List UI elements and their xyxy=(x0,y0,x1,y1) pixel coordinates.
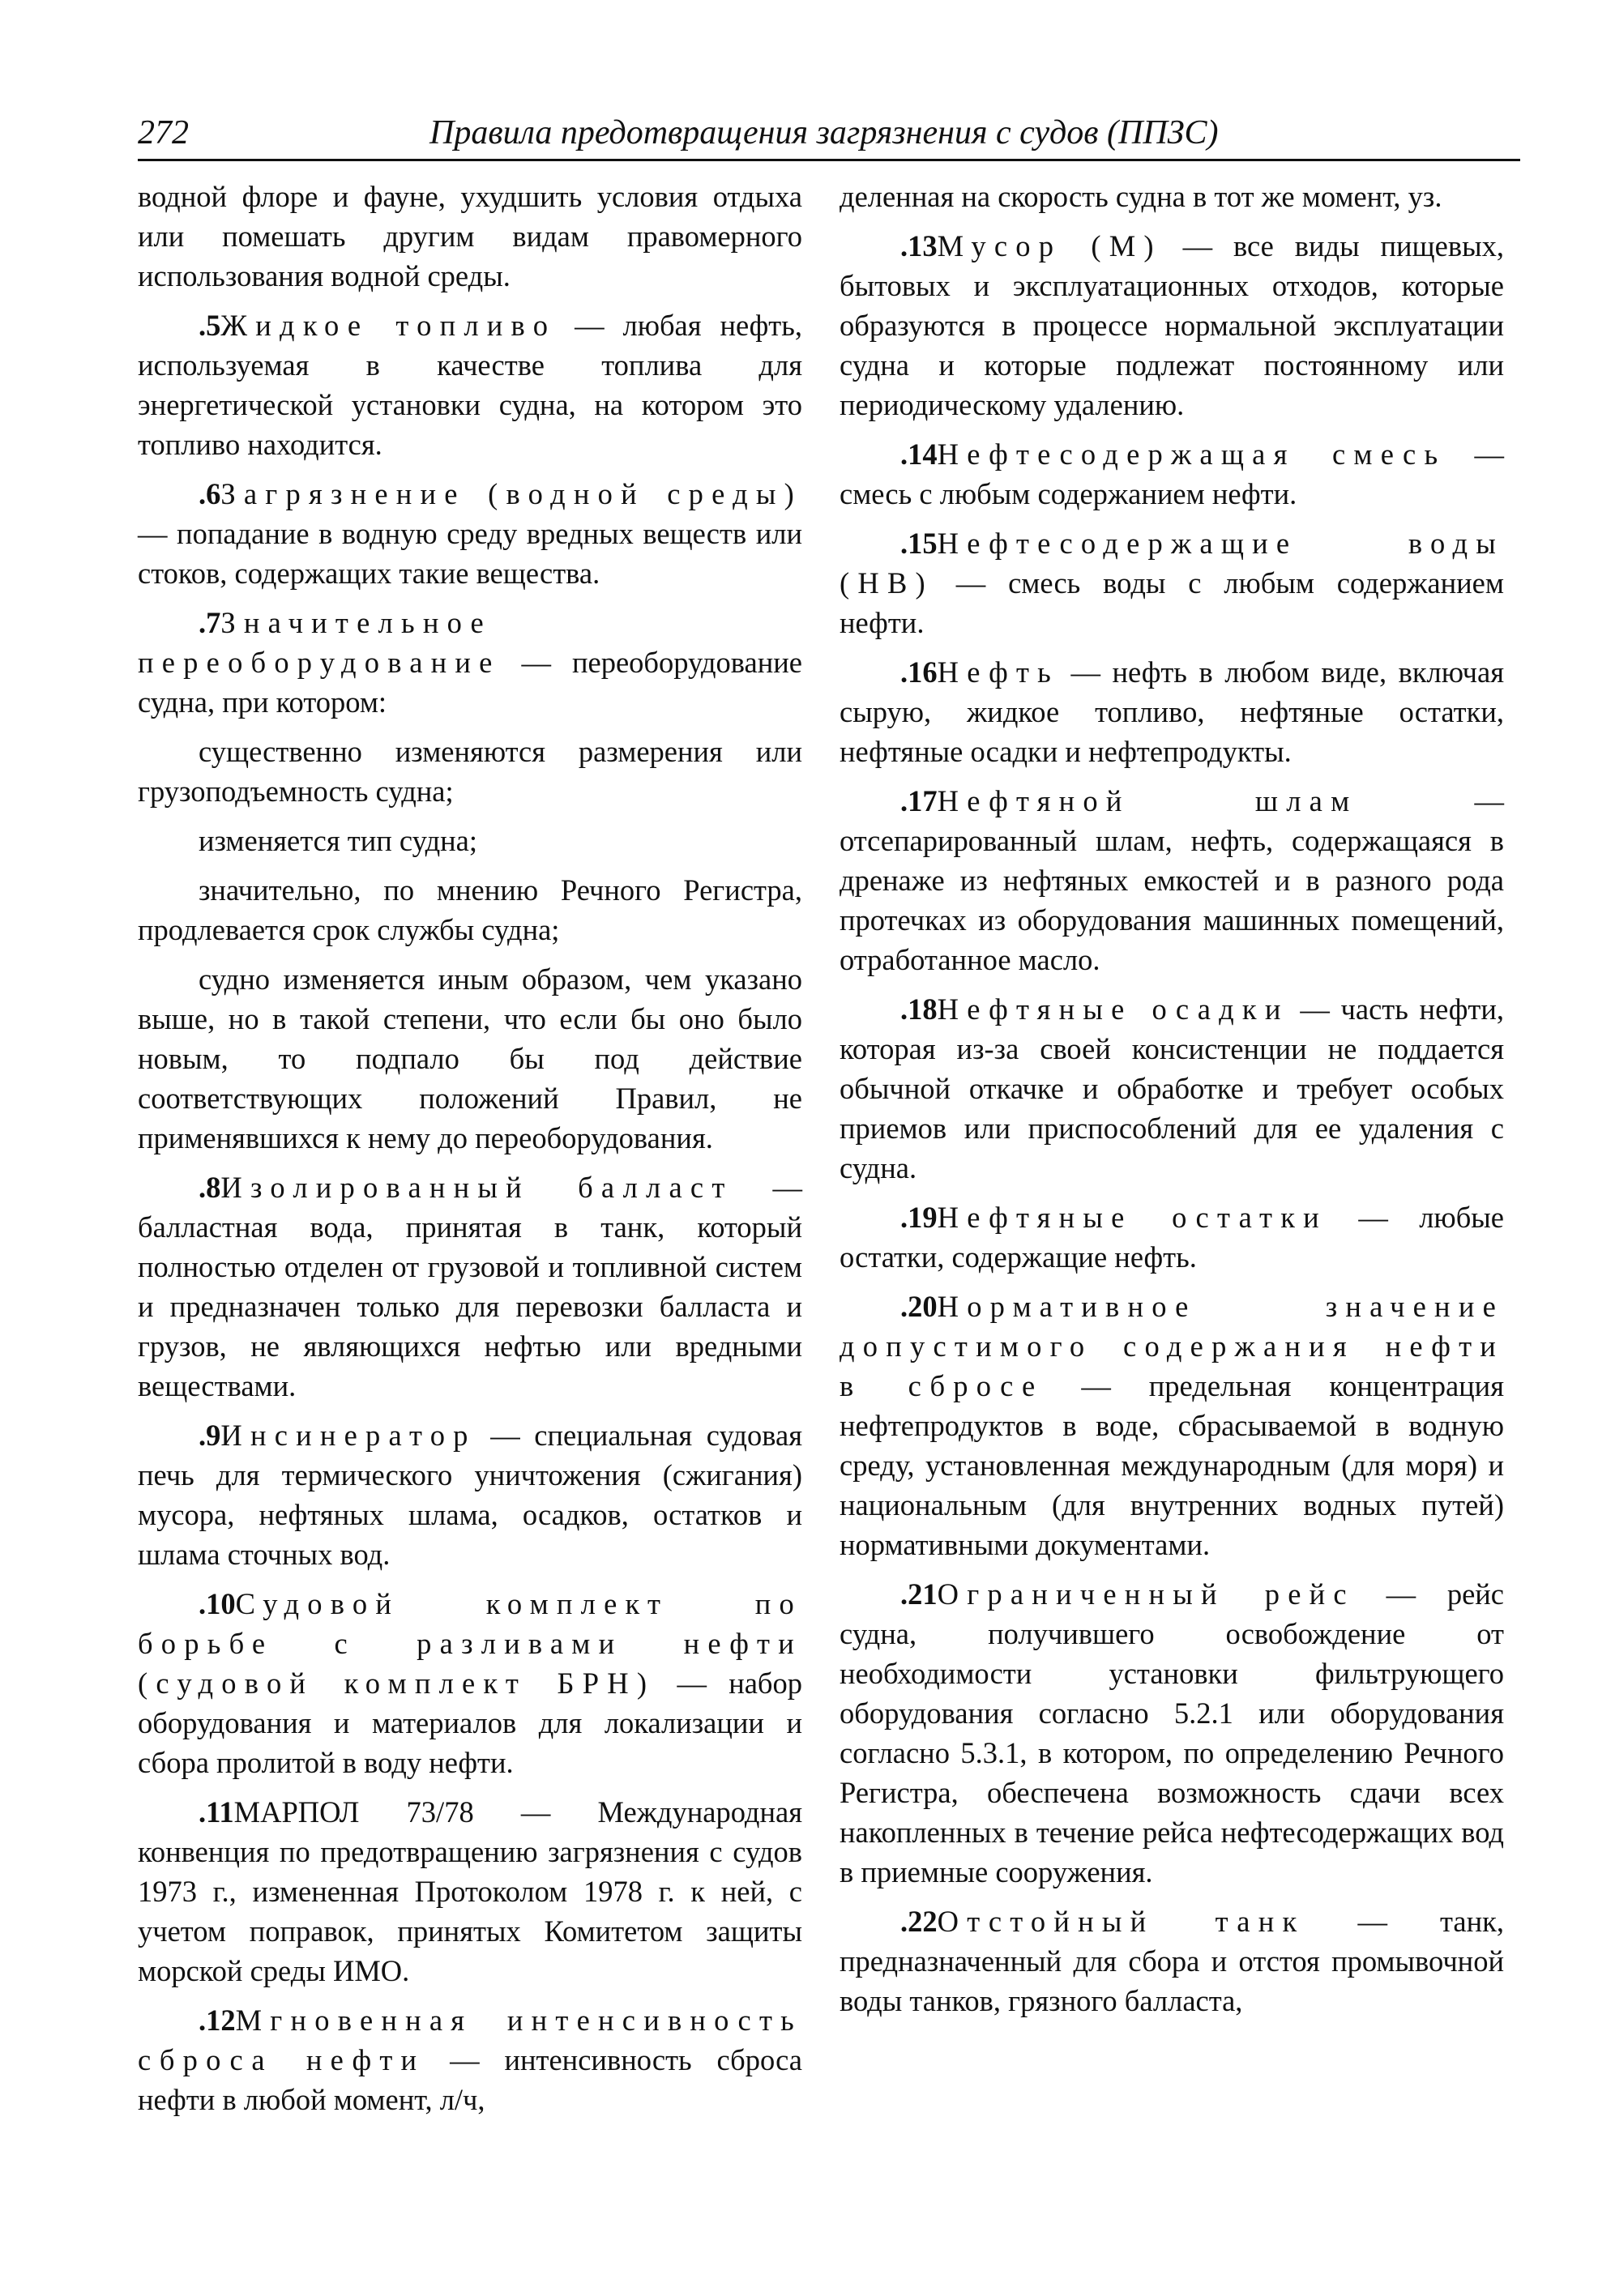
page-number: 272 xyxy=(138,114,189,152)
clause-number: .20 xyxy=(900,1290,938,1323)
definition-text: — нефть в любом виде, включая сырую, жидкое топливо, нефтяные остатки, нефтяные осадки и нефтепродукты. xyxy=(840,655,1504,768)
defined-term: Ограниченный рейс xyxy=(937,1577,1355,1611)
definition-text: изменяется тип судна; xyxy=(199,824,478,857)
paragraph xyxy=(138,2000,802,2119)
paragraph xyxy=(840,523,1504,642)
definition-text: значительно, по мнению Речного Регистра, продлевается срок службы судна; xyxy=(138,873,802,946)
definition-text: — любые остатки, содержащие нефть. xyxy=(840,1201,1504,1274)
paragraph xyxy=(138,821,802,860)
defined-term: Мусор (М) xyxy=(937,229,1162,262)
clause-number: .14 xyxy=(900,437,938,471)
paragraph xyxy=(840,989,1504,1188)
defined-term: Нефтяные осадки xyxy=(937,992,1289,1026)
definition-text: судно изменяется иным образом, чем указано выше, но в такой степени, что если бы оно было новым, то подпало бы под действие соответствующих положений Правил, не применявшихся к нему до переоборудования. xyxy=(138,962,802,1154)
defined-term: Судовой комплект по борьбе с разливами нефти (судовой комплект БРН) xyxy=(138,1587,802,1700)
paragraph xyxy=(840,781,1504,979)
clause-number: .17 xyxy=(900,784,938,817)
definition-text: — переоборудование судна, при котором: xyxy=(138,646,802,719)
definition-text: существенно изменяются размерения или грузоподъемность судна; xyxy=(138,735,802,808)
paragraph xyxy=(840,1574,1504,1892)
clause-number: .16 xyxy=(900,655,938,689)
paragraph xyxy=(138,870,802,950)
clause-number: .18 xyxy=(900,992,938,1026)
defined-term: Загрязнение (водной среды) xyxy=(220,477,802,510)
paragraph xyxy=(138,1415,802,1574)
definition-text: — все виды пищевых, бытовых и эксплуатационных отходов, которые образуются в процессе нормальной эксплуатации судна и которые подлежат постоянному или периодическому удалению. xyxy=(840,229,1504,421)
definition-text: — предельная концентрация нефтепродуктов в воде, сбрасываемой в водную среду, установленная международным (для моря) и национальным (для внутренних водных путей) нормативными документами. xyxy=(840,1369,1504,1561)
paragraph xyxy=(840,1197,1504,1277)
defined-term: Нефтесодержащие воды (НВ) xyxy=(840,527,1504,600)
definition-text: деленная на скорость судна в тот же момент, уз. xyxy=(840,180,1442,213)
running-title: Правила предотвращения загрязнения с судов (ППЗС) xyxy=(429,114,1219,152)
definition-text: — рейс судна, получившего освобождение от необходимости установки фильтрующего оборудования согласно 5.2.1 или оборудования согласно 5.3.1, в котором, по определению Речного Регистра, обеспечена возможность сдачи всех накопленных в течение рейса нефтесодержащих вод в приемные сооружения. xyxy=(840,1577,1505,1888)
defined-term: Нефтяные остатки xyxy=(937,1201,1327,1234)
definition-text: — танк, предназначенный для сбора и отстоя промывочной воды танков, грязного балласта, xyxy=(840,1905,1504,2017)
paragraph xyxy=(138,732,802,811)
defined-term: Отстойный танк xyxy=(937,1905,1305,1938)
paragraph xyxy=(138,1584,802,1782)
definition-text: — отсепарированный шлам, нефть, содержащаяся в дренаже из нефтяных емкостей и в разного рода протечках из оборудования машинных помещений, отработанное масло. xyxy=(840,784,1504,976)
defined-term: Нефтесодержащая смесь xyxy=(937,437,1446,471)
page-header xyxy=(138,112,1520,161)
clause-number: .9 xyxy=(199,1419,221,1452)
definition-text: — набор оборудования и материалов для локализации и сбора пролитой в воду нефти. xyxy=(138,1667,802,1779)
paragraph xyxy=(138,1167,802,1406)
clause-number: .15 xyxy=(900,527,938,560)
paragraph xyxy=(840,1901,1504,2021)
paragraph xyxy=(840,177,1504,216)
clause-number: .22 xyxy=(900,1905,938,1938)
definition-text: — смесь воды с любым содержанием нефти. xyxy=(840,566,1504,639)
paragraph xyxy=(138,474,802,593)
definition-text: — интенсивность сброса нефти в любой момент, л/ч, xyxy=(138,2043,802,2116)
defined-term: Нефтяной шлам xyxy=(937,784,1358,817)
defined-term: Нефть xyxy=(937,655,1059,689)
clause-number: .12 xyxy=(199,2004,236,2037)
clause-number: .11 xyxy=(199,1795,234,1829)
definition-text: — попадание в водную среду вредных веществ или стоков, содержащих такие вещества. xyxy=(138,517,802,590)
paragraph xyxy=(840,226,1504,425)
clause-number: .13 xyxy=(900,229,938,262)
defined-term: Значительное переоборудование xyxy=(138,606,501,679)
left-column xyxy=(138,177,802,2129)
definition-text: — смесь с любым содержанием нефти. xyxy=(840,437,1504,510)
paragraph xyxy=(840,1287,1504,1564)
defined-term: Нормативное значение допустимого содержания нефти в сбросе xyxy=(840,1290,1504,1402)
clause-number: .19 xyxy=(900,1201,938,1234)
paragraph xyxy=(840,434,1504,514)
definition-text: — балластная вода, принятая в танк, который полностью отделен от грузовой и топливной систем и предназначен только для перевозки балласта и грузов, не являющихся нефтью или вредными веществами. xyxy=(138,1171,802,1402)
defined-term: Инсинератор xyxy=(220,1419,476,1452)
defined-term: Изолированный балласт xyxy=(220,1171,733,1204)
definition-text: — любая нефть, используемая в качестве топлива для энергетической установки судна, на котором это топливо находится. xyxy=(138,309,802,461)
paragraph xyxy=(138,305,802,464)
paragraph xyxy=(138,603,802,722)
paragraph xyxy=(840,652,1504,771)
paragraph xyxy=(138,177,802,296)
clause-number: .5 xyxy=(199,309,221,342)
paragraph xyxy=(138,1792,802,1991)
defined-term: Мгновенная интенсивность сброса нефти xyxy=(138,2004,802,2076)
definition-text: водной флоре и фауне, ухудшить условия отдыха или помешать другим видам правомерного использования водной среды. xyxy=(138,180,802,292)
clause-number: .10 xyxy=(199,1587,236,1620)
definition-text: — специальная судовая печь для термического уничтожения (сжигания) мусора, нефтяных шлама, осадков, остатков и шлама сточных вод. xyxy=(138,1419,802,1571)
paragraph xyxy=(138,959,802,1158)
definition-text: — часть нефти, которая из-за своей консистенции не поддается обычной откачке и обработке и требует особых приемов или приспособлений для ее удаления с судна. xyxy=(840,992,1504,1184)
clause-number: .6 xyxy=(199,477,221,510)
defined-term: Жидкое топливо xyxy=(220,309,557,342)
definition-text: МАРПОЛ 73/78 — Международная конвенция по предотвращению загрязнения с судов 1973 г., измененная Протоколом 1978 г. к ней, с учетом поправок, принятых Комитетом защиты морской среды ИМО. xyxy=(138,1795,802,1987)
right-column xyxy=(840,177,1504,2030)
clause-number: .7 xyxy=(199,606,221,639)
clause-number: .21 xyxy=(900,1577,938,1611)
clause-number: .8 xyxy=(199,1171,221,1204)
